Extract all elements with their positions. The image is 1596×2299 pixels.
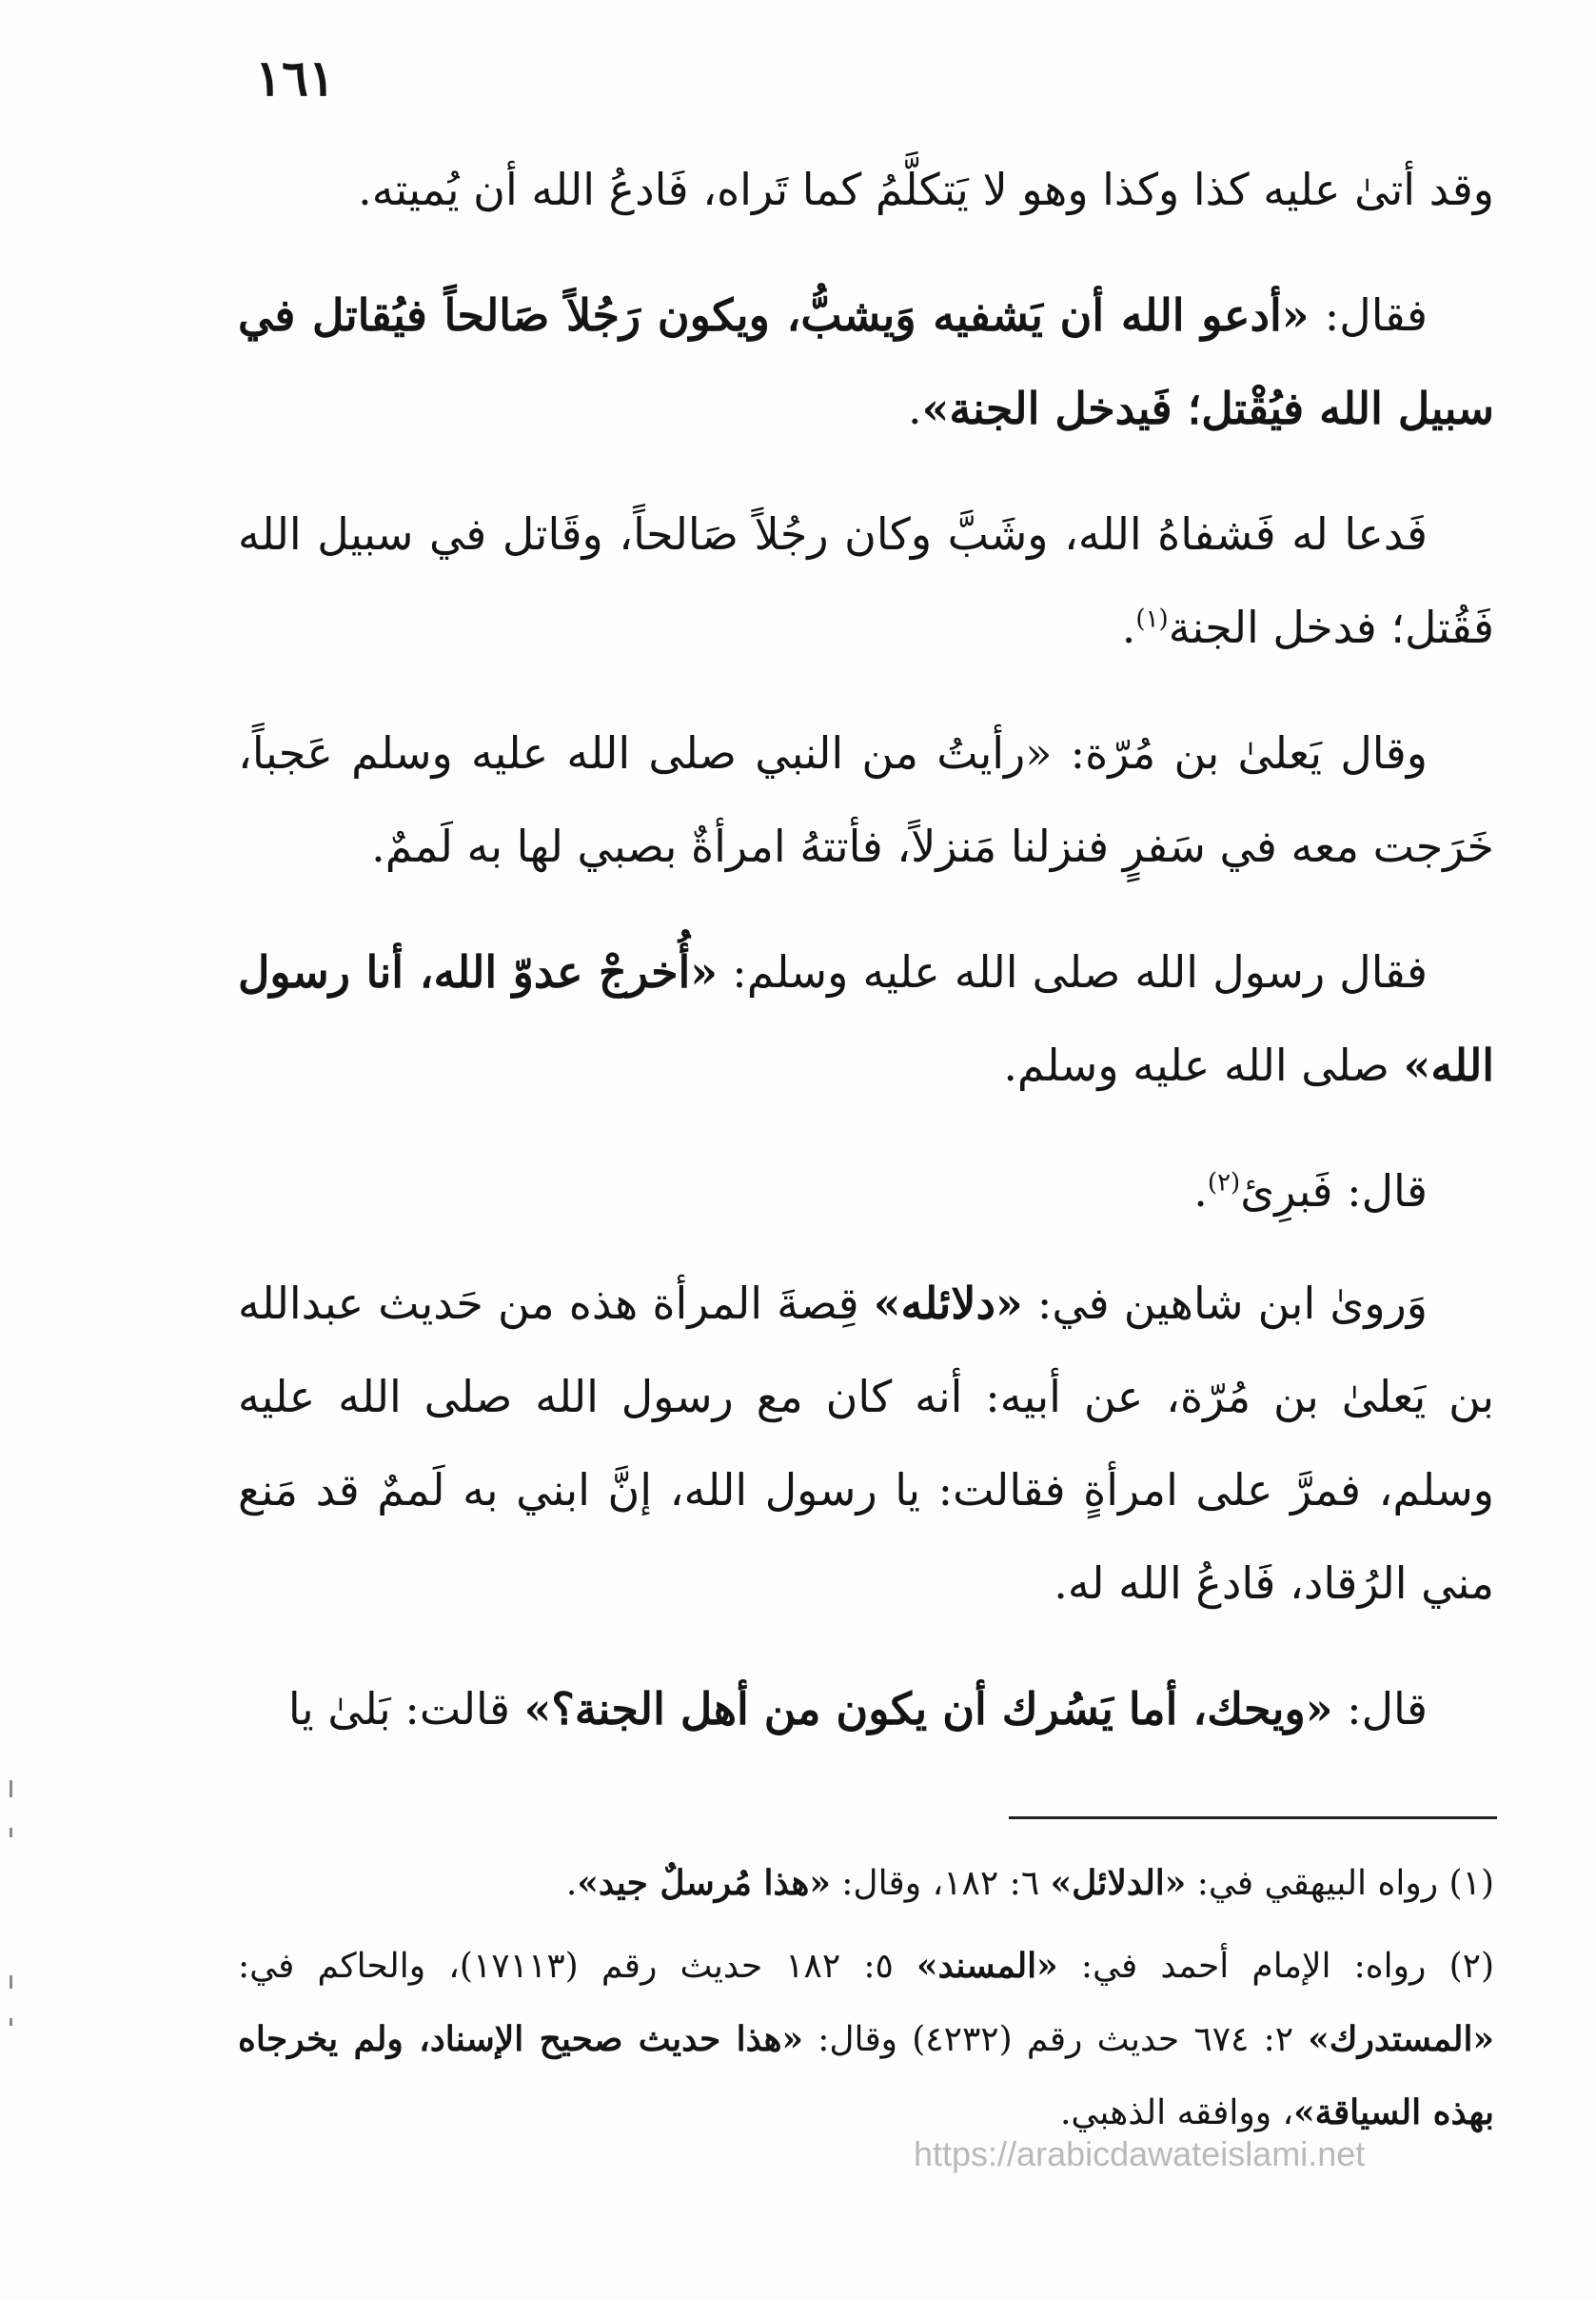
text-run: .: [565, 1864, 578, 1903]
footnote: [238, 1847, 1494, 1920]
footnotes: [238, 1847, 1494, 2159]
paragraph: [238, 268, 1494, 455]
text-run: .: [1193, 1165, 1208, 1217]
text-run: قال: فَبرِئ: [1240, 1165, 1428, 1217]
text-run: فقال:: [1309, 289, 1429, 341]
text-run: ٢: ٦٧٤ حديث رقم (٤٢٣٢) وقال:: [802, 2020, 1309, 2059]
scan-margin-marks: [6, 1771, 25, 2056]
paragraph: [238, 925, 1494, 1112]
quoted-text: «دلائله»: [873, 1278, 1023, 1329]
body-text: [238, 143, 1494, 1788]
text-run: وَروىٰ ابن شاهين في:: [1022, 1278, 1428, 1329]
watermark: https://arabicdawateislami.net: [914, 2134, 1366, 2173]
text-run: ٥: ١٨٢ حديث رقم (١٧١١٣)، والحاكم في:: [238, 1947, 917, 1986]
footnote-ref: (٢): [1207, 1168, 1241, 1198]
footnote: [238, 1930, 1494, 2150]
paragraph: [238, 143, 1494, 236]
paragraph: [238, 487, 1494, 674]
text-run: .: [907, 383, 922, 434]
quoted-text: «هذا حديث صحيح الإسناد، ولم يخرجاه بهذه السياقة»: [238, 2019, 1494, 2132]
quoted-text: «المستدرك»: [1308, 2019, 1495, 2059]
quoted-text: «الدلائل»: [1050, 1863, 1187, 1903]
text-run: وقال يَعلىٰ بن مُرّة: «رأيتُ من النبي صلى الله عليه وسلم عَجباً، خَرَجت معه في سَفرٍ فنزلنا مَنزلاً، فأتتهُ امرأةٌ بصبي لها به لَممٌ.: [238, 727, 1494, 872]
text-run: قالت: بَلىٰ يا: [287, 1683, 524, 1734]
paragraph: [238, 706, 1494, 893]
paragraph: [238, 1662, 1494, 1755]
text-run: فقال رسول الله صلى الله عليه وسلم:: [718, 946, 1429, 998]
quoted-text: «المسند»: [916, 1946, 1058, 1986]
footnote-divider: [1009, 1816, 1497, 1819]
text-run: صلى الله عليه وسلم.: [1003, 1040, 1404, 1091]
text-run: قِصةَ المرأة هذه من حَديث عبدالله بن يَعلىٰ بن مُرّة، عن أبيه: أنه كان مع رسول الله صلى الله عليه وسلم، فمرَّ على امرأةٍ فقالت: يا رسول الله، إنَّ ابني به لَممٌ قد مَنع مني الرُقاد، فَادعُ الله له.: [238, 1278, 1494, 1609]
page-number: ١٦١: [255, 50, 335, 108]
text-run: فَدعا له فَشفاهُ الله، وشَبَّ وكان رجُلاً صَالحاً، وقَاتل في سبيل الله فَقُتل؛ فدخل الجنة: [238, 508, 1494, 653]
paragraph: [238, 1144, 1494, 1238]
quoted-text: «أُخرجْ عدوّ الله، أنا رسول الله»: [238, 946, 1494, 1091]
quoted-text: «ويحك، أما يَسُرك أن يكون من أهل الجنة؟»: [523, 1683, 1333, 1734]
footnote-ref: (١): [1135, 604, 1169, 634]
text-run: (١) رواه البيهقي في:: [1186, 1864, 1494, 1903]
text-run: (٢) رواه: الإمام أحمد في:: [1057, 1947, 1494, 1986]
text-run: ٦: ١٨٢، وقال:: [830, 1864, 1051, 1903]
text-run: وقد أتىٰ عليه كذا وكذا وهو لا يَتكلَّمُ كما تَراه، فَادعُ الله أن يُميته.: [358, 164, 1494, 215]
text-run: .: [1121, 602, 1136, 653]
paragraph: [238, 1257, 1494, 1630]
text-run: قال:: [1332, 1683, 1428, 1734]
quoted-text: «أدعو الله أن يَشفيه وَيشبُّ، ويكون رَجُلاً صَالحاً فيُقاتل في سبيل الله فيُقْتل؛ فَيدخل الجنة»: [238, 289, 1494, 434]
text-run: ، ووافقه الذهبي.: [1059, 2093, 1294, 2132]
quoted-text: «هذا مُرسلٌ جيد»: [577, 1863, 831, 1903]
